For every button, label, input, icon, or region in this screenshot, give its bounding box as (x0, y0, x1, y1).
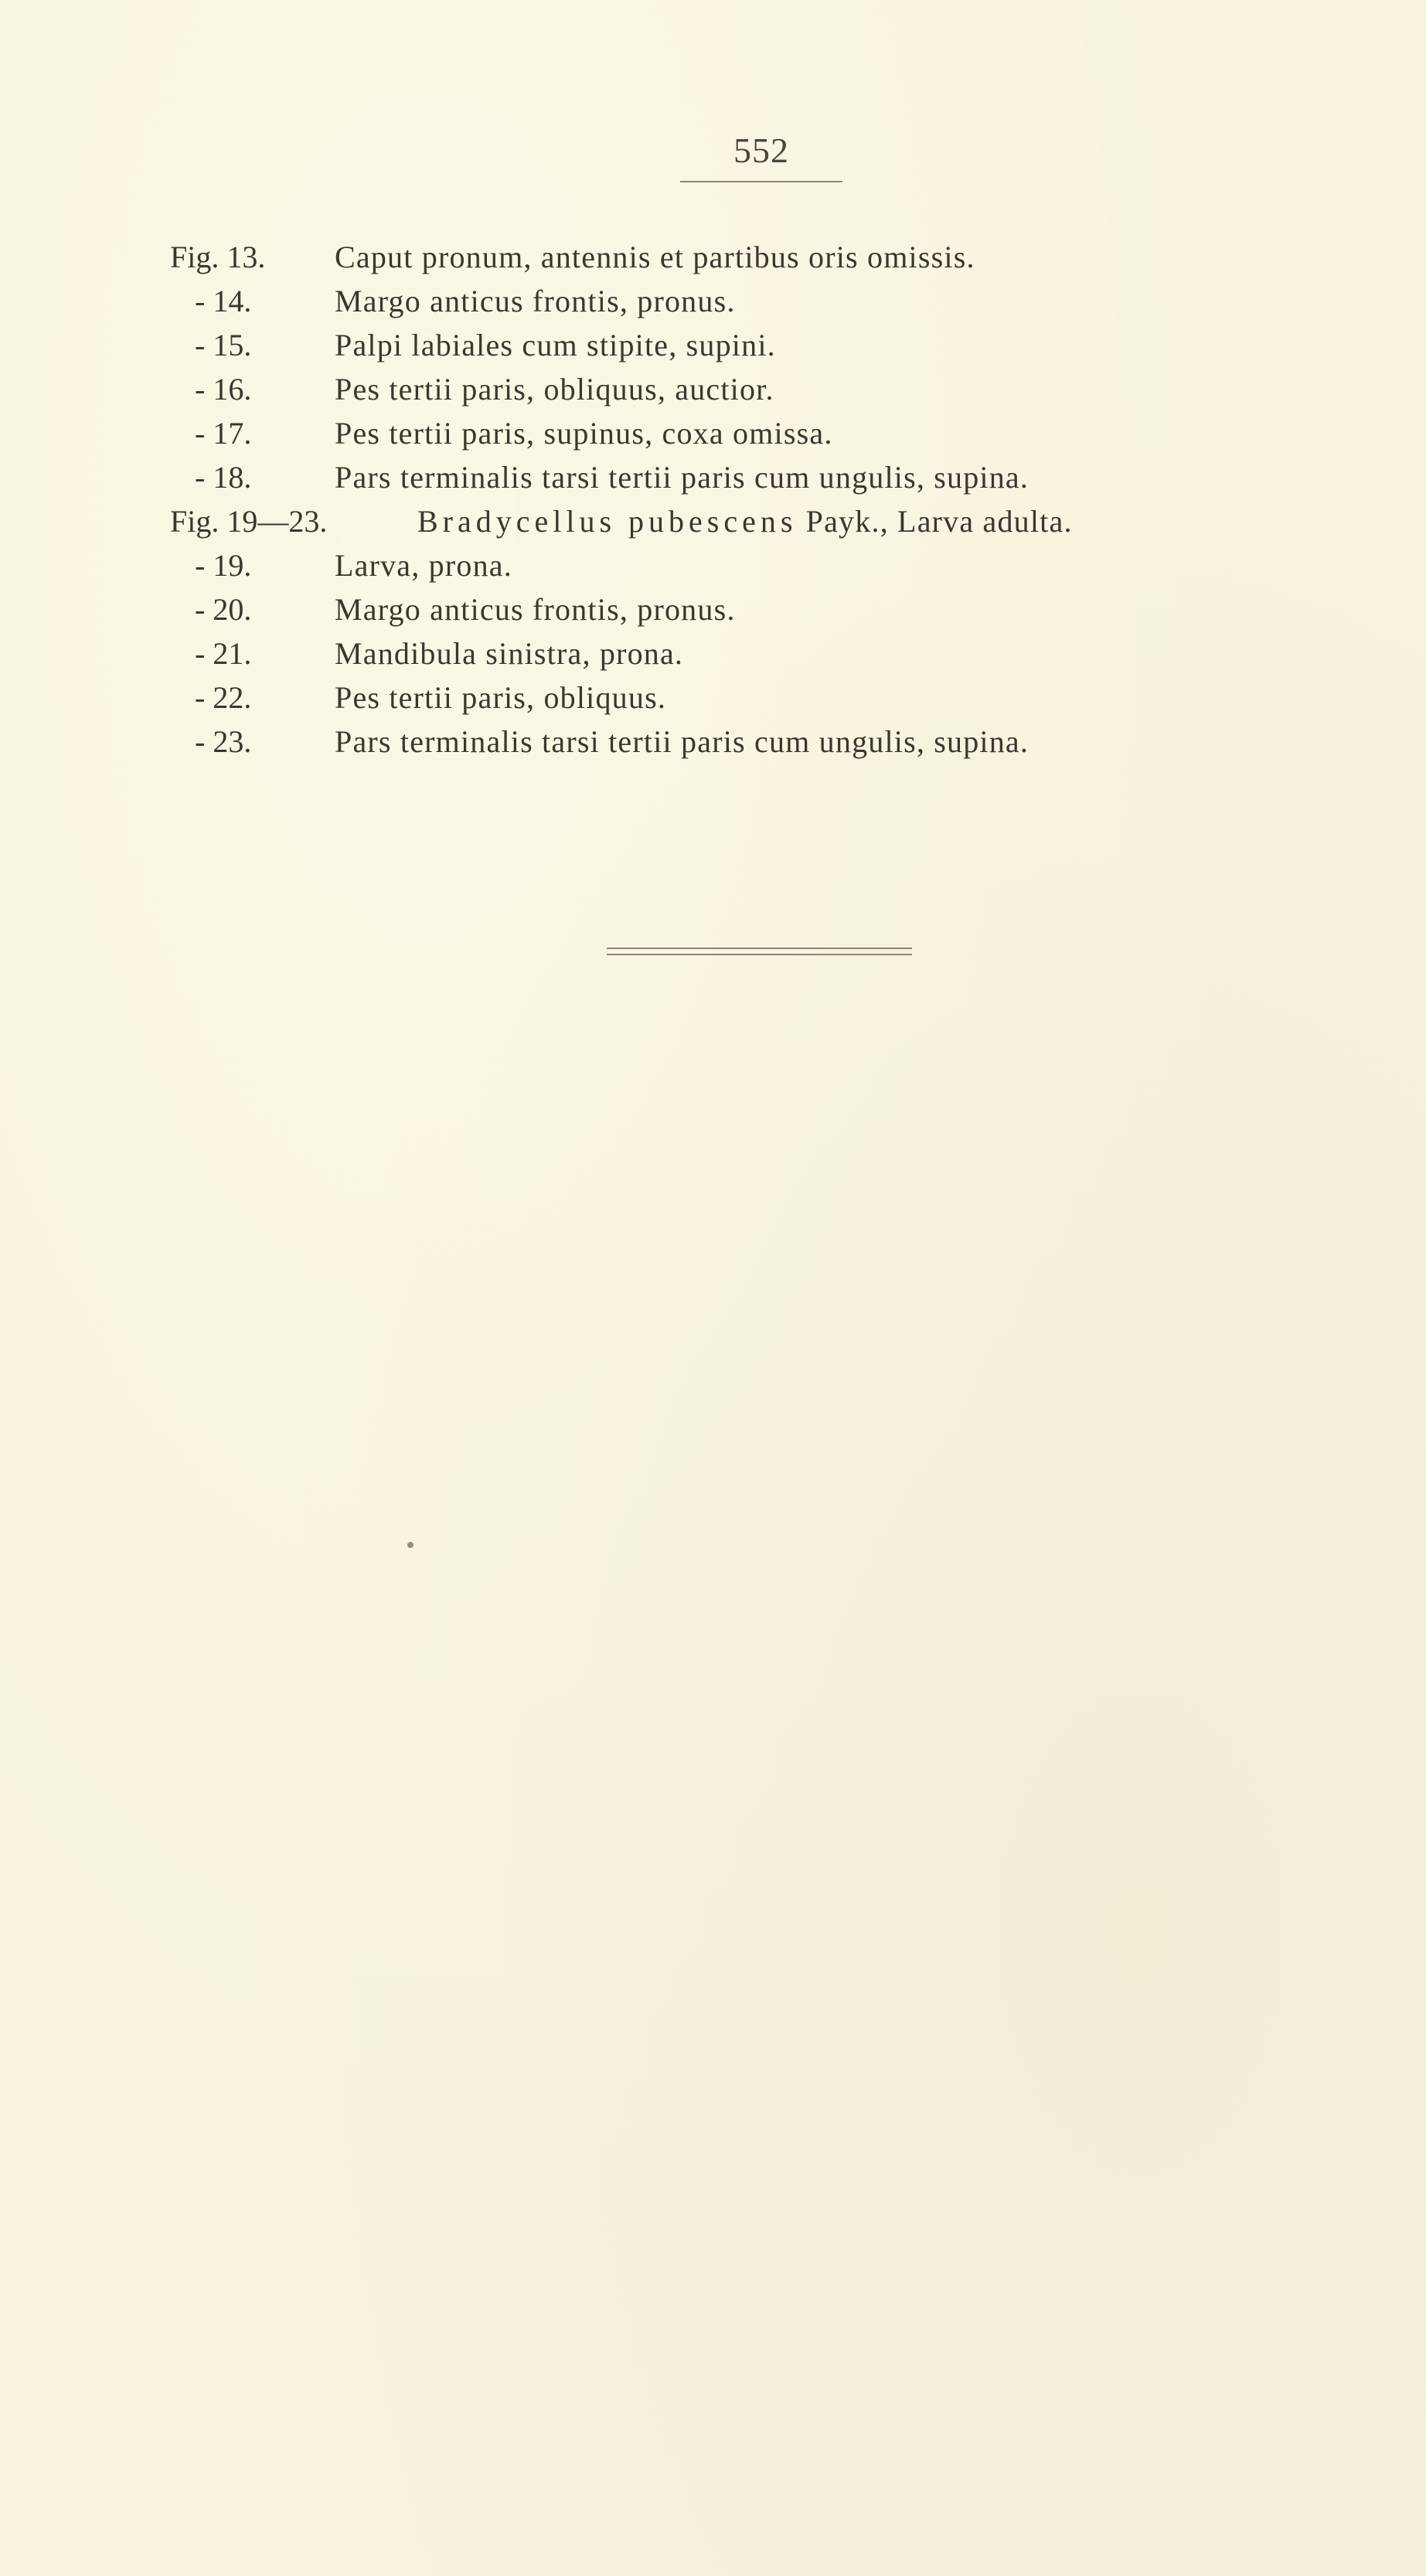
figure-number: - 19. (195, 548, 252, 583)
species-author-and-stage: Payk., Larva adulta. (805, 504, 1073, 539)
figure-caption-text: Caput pronum, antennis et partibus oris omissis. (335, 240, 975, 274)
figure-number: - 16. (195, 372, 252, 407)
figure-caption-text: Pars terminalis tarsi tertii paris cum ungulis, supina. (335, 460, 1030, 495)
figure-caption-22 (0, 676, 1426, 720)
figure-caption-21 (0, 632, 1426, 675)
figure-caption-text: Pes tertii paris, obliquus. (335, 680, 667, 715)
figure-caption-19-23 (0, 500, 1426, 543)
figure-number: - 18. (195, 460, 252, 495)
paper-speck (407, 1542, 414, 1548)
figure-caption-text: Margo anticus frontis, pronus. (335, 592, 736, 627)
figure-caption-text: Pes tertii paris, supinus, coxa omissa. (335, 416, 833, 451)
figure-caption-text: Margo anticus frontis, pronus. (335, 284, 736, 318)
figure-caption-19 (0, 544, 1426, 587)
figure-number: Fig. 19—23. (170, 504, 328, 539)
figure-number: - 14. (195, 284, 252, 318)
section-end-double-rule (607, 948, 912, 955)
figure-number: - 23. (195, 724, 252, 759)
page-number-underline (680, 181, 842, 182)
figure-number: - 15. (195, 328, 252, 362)
figure-number: - 21. (195, 636, 252, 671)
figure-caption-text: Palpi labiales cum stipite, supini. (335, 328, 776, 362)
figure-caption-14 (0, 280, 1426, 323)
figure-caption-text (417, 500, 1073, 543)
figure-caption-16 (0, 368, 1426, 411)
figure-caption-17 (0, 412, 1426, 455)
figure-caption-23 (0, 720, 1426, 764)
figure-caption-text: Pars terminalis tarsi tertii paris cum ungulis, supina. (335, 724, 1030, 759)
figure-caption-20 (0, 588, 1426, 631)
figure-number: Fig. 13. (170, 240, 266, 274)
figure-caption-18 (0, 456, 1426, 499)
figure-number: - 22. (195, 680, 252, 715)
figure-caption-text: Mandibula sinistra, prona. (335, 636, 684, 671)
figure-number: - 17. (195, 416, 252, 451)
species-name: Bradycellus pubescens (417, 504, 798, 539)
figure-number: - 20. (195, 592, 252, 627)
page-number: 552 (733, 131, 789, 170)
figure-caption-15 (0, 324, 1426, 367)
figure-caption-13 (0, 236, 1426, 279)
figure-caption-text: Larva, prona. (335, 548, 512, 583)
figure-caption-text: Pes tertii paris, obliquus, auctior. (335, 372, 774, 407)
